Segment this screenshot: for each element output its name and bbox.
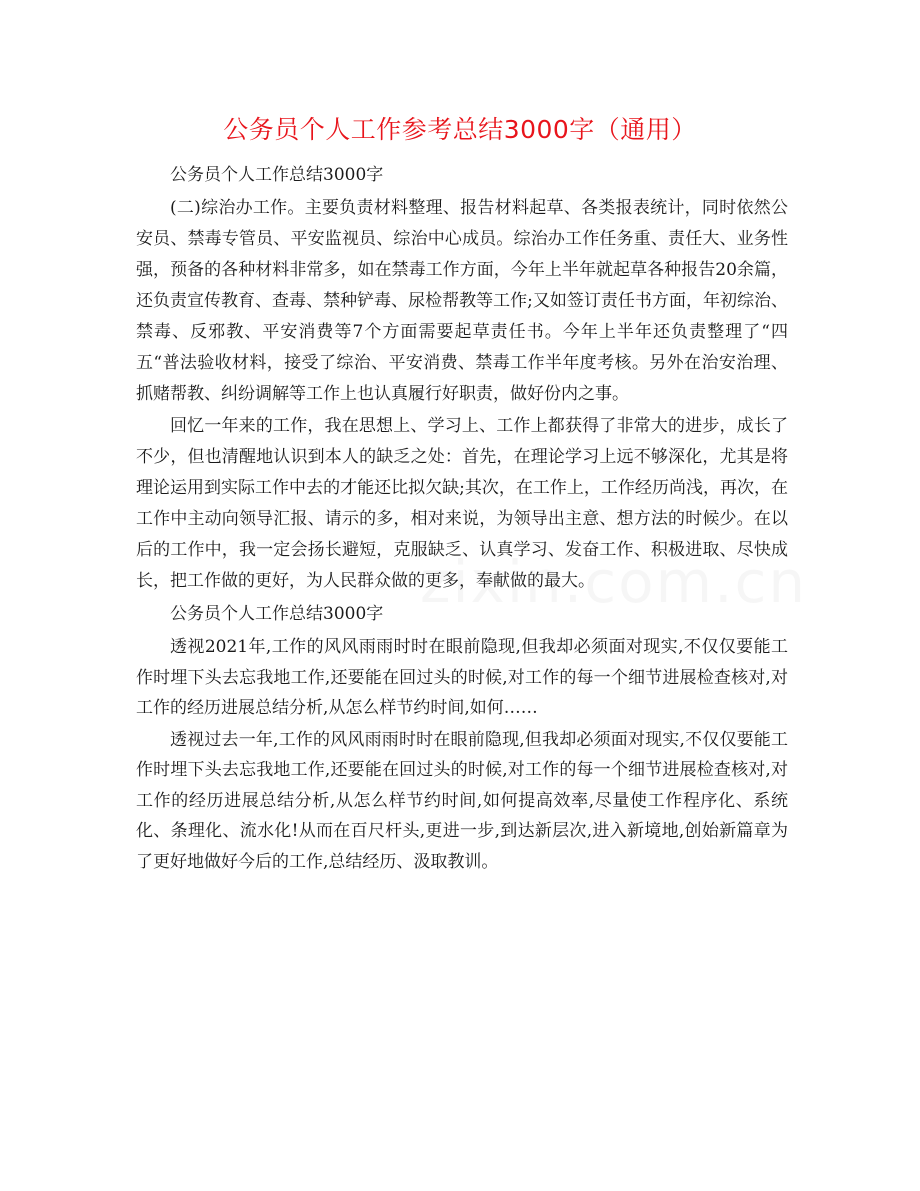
document-title: 公务员个人工作参考总结3000字（通用） <box>223 115 697 144</box>
paragraph-3: 透视2021年,工作的风风雨雨时时在眼前隐现,但我却必须面对现实,不仅仅要能工作时埋下头去忘我地工作,还要能在回过头的时候,对工作的每一个细节进展检查核对,对工作的经历进展总结分析,从怎么样节约时间,如何…… <box>136 637 788 718</box>
section-heading-2: 公务员个人工作总结3000字 <box>170 604 384 624</box>
paragraph-2: 回忆一年来的工作，我在思想上、学习上、工作上都获得了非常大的进步，成长了不少，但也清醒地认识到本人的缺乏之处：首先，在理论学习上远不够深化，尤其是将理论运用到实际工作中去的才能还比拟欠缺;其次，在工作上，工作经历尚浅，再次，在工作中主动向领导汇报、请示的多，相对来说，为领导出主意、想方法的时候少。在以后的工作中，我一定会扬长避短，克服缺乏、认真学习、发奋工作、积极进取、尽快成长，把工作做的更好，为人民群众做的更多，奉献做的最大。 <box>136 416 788 591</box>
section-heading-1: 公务员个人工作总结3000字 <box>170 165 384 185</box>
paragraph-1: (二)综治办工作。主要负责材料整理、报告材料起草、各类报表统计，同时依然公安员、禁毒专管员、平安监视员、综治中心成员。综治办工作任务重、责任大、业务性强，预备的各种材料非常多，如在禁毒工作方面，今年上半年就起草各种报告20余篇，还负责宣传教育、查毒、禁种铲毒、尿检帮教等工作;又如签订责任书方面，年初综治、禁毒、反邪教、平安消费等7个方面需要起草责任书。今年上半年还负责整理了“四五“普法验收材料，接受了综治、平安消费、禁毒工作半年度考核。另外在治安治理、抓赌帮教、纠纷调解等工作上也认真履行好职责，做好份内之事。 <box>136 198 788 404</box>
document-body <box>136 159 788 877</box>
paragraph-4: 透视过去一年,工作的风风雨雨时时在眼前隐现,但我却必须面对现实,不仅仅要能工作时埋下头去忘我地工作,还要能在回过头的时候,对工作的每一个细节进展检查核对,对工作的经历进展总结分析,从怎么样节约时间,如何提高效率,尽量使工作程序化、系统化、条理化、流水化!从而在百尺杆头,更进一步,到达新层次,进入新境地,创始新篇章为了更好地做好今后的工作,总结经历、汲取教训。 <box>136 729 788 872</box>
